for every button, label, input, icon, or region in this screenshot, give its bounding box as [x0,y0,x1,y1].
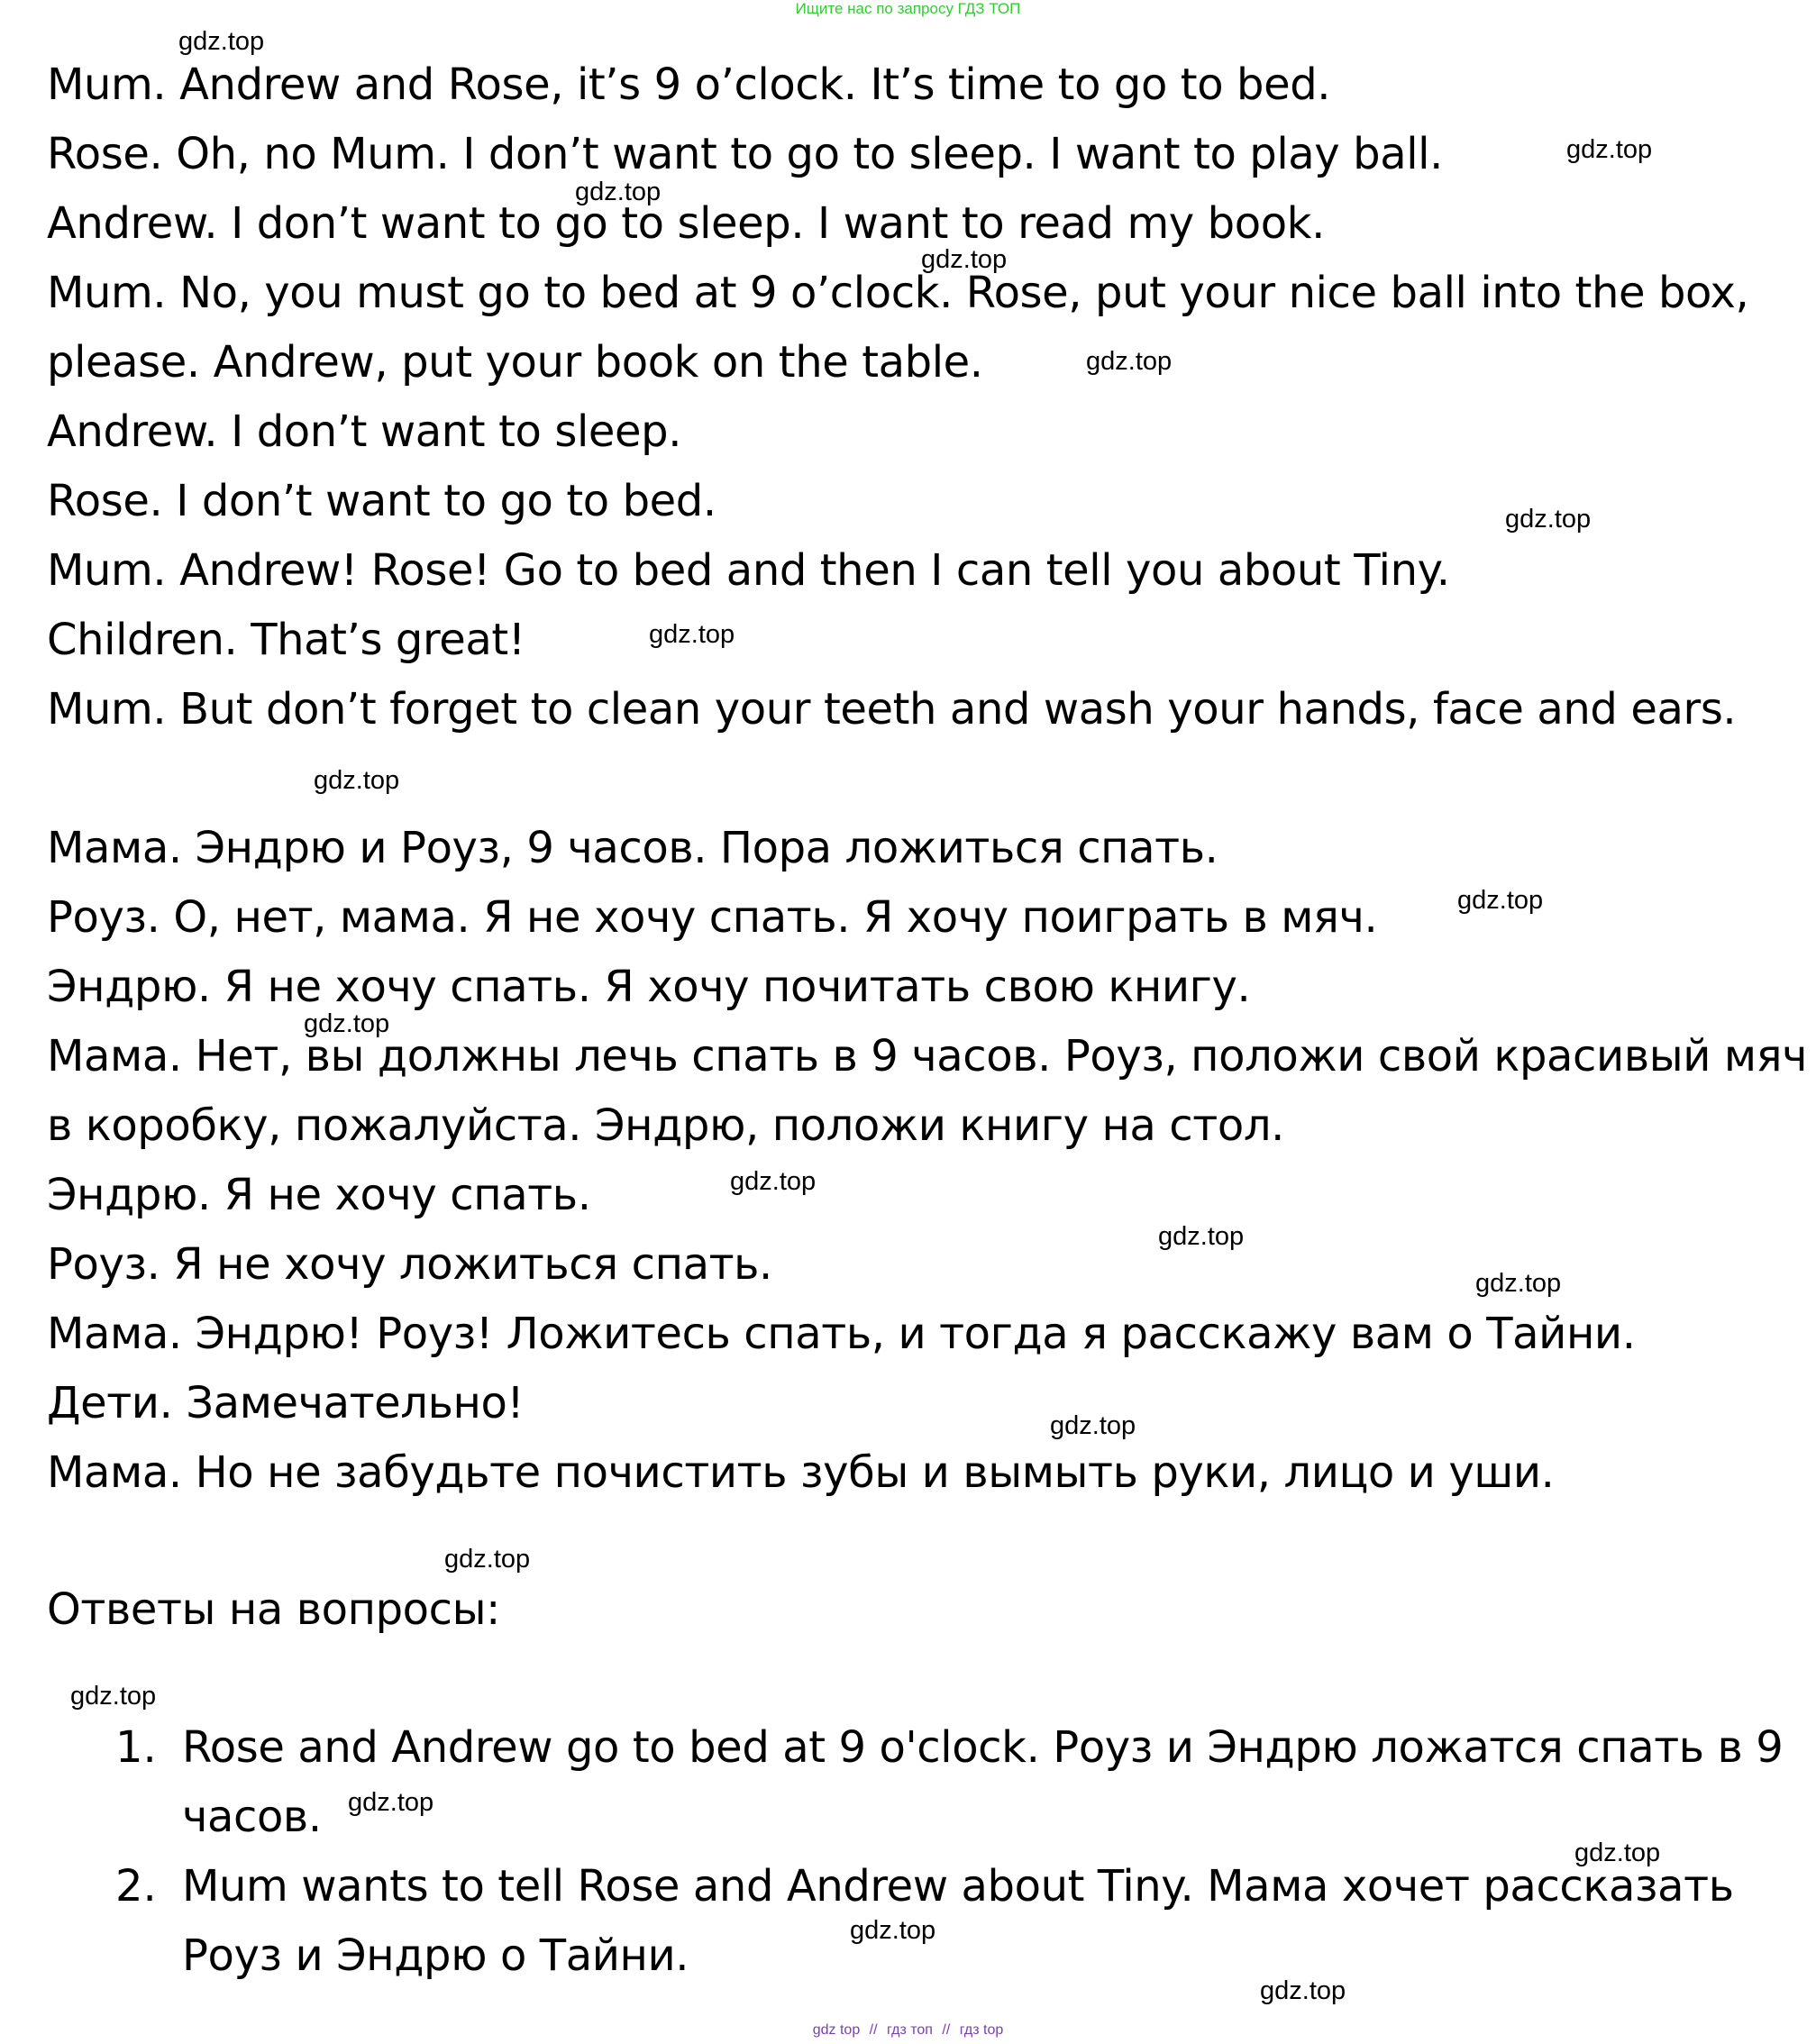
answer-text: Mum wants to tell Rose and Andrew about Tiny. Мама хочет рассказать [182,1861,1734,1912]
watermark: gdz.top [1050,1411,1136,1440]
english-line: Mum. Andrew! Rose! Go to bed and then I can tell you about Tiny. [47,545,1450,596]
english-line: please. Andrew, put your book on the table. [47,337,983,388]
watermark: gdz.top [1457,886,1544,915]
answer-text: часов. [182,1792,322,1842]
watermark: gdz.top [304,1009,390,1038]
english-line: Andrew. I don’t want to sleep. [47,406,682,457]
russian-line: Мама. Нет, вы должны лечь спать в 9 часов. Роуз, положи свой красивый мяч [47,1031,1808,1081]
russian-line: Дети. Замечательно! [47,1378,525,1428]
watermark: gdz.top [1574,1839,1661,1867]
russian-line: в коробку, пожалуйста. Эндрю, положи книгу на стол. [47,1100,1284,1151]
footer-separator: // [869,2022,878,2038]
russian-line: Мама. Эндрю и Роуз, 9 часов. Пора ложиться спать. [47,823,1218,873]
english-line: Rose. Oh, no Mum. I don’t want to go to sleep. I want to play ball. [47,129,1443,179]
answer-number: 1. [115,1722,157,1773]
watermark: gdz.top [850,1916,936,1945]
footer-link[interactable]: гдз топ [887,2022,933,2038]
english-line: Rose. I don’t want to go to bed. [47,476,716,526]
russian-line: Роуз. Я не хочу ложиться спать. [47,1239,772,1290]
answer-text: Роуз и Эндрю о Тайни. [182,1930,689,1981]
footer-link[interactable]: gdz top [812,2022,861,2038]
watermark: gdz.top [1086,347,1173,376]
watermark: gdz.top [444,1545,531,1574]
watermark: gdz.top [575,178,662,206]
footer-links [0,2022,1816,2039]
english-line: Mum. No, you must go to bed at 9 o’clock. Rose, put your nice ball into the box, [47,268,1749,318]
answers-heading: Ответы на вопросы: [47,1584,500,1635]
english-line: Andrew. I don’t want to go to sleep. I want to read my book. [47,198,1325,249]
answer-text: Rose and Andrew go to bed at 9 o'clock. Роуз и Эндрю ложатся спать в 9 [182,1722,1784,1773]
watermark: gdz.top [1566,135,1653,164]
russian-line: Мама. Но не забудьте почистить зубы и вымыть руки, лицо и уши. [47,1447,1555,1498]
russian-line: Эндрю. Я не хочу спать. Я хочу почитать свою книгу. [47,962,1251,1012]
search-banner: Ищите нас по запросу ГДЗ ТОП [795,0,1021,17]
russian-line: Мама. Эндрю! Роуз! Ложитесь спать, и тогда я расскажу вам о Тайни. [47,1309,1636,1359]
watermark: gdz.top [921,245,1008,274]
watermark: gdz.top [1158,1222,1245,1251]
watermark: gdz.top [314,766,400,795]
watermark: gdz.top [1505,505,1592,534]
footer-link[interactable]: гдз top [959,2022,1004,2038]
answer-number: 2. [115,1861,157,1912]
footer-separator: // [942,2022,951,2038]
watermark: gdz.top [70,1682,157,1711]
watermark: gdz.top [730,1167,817,1196]
watermark: gdz.top [1260,1976,1346,2005]
watermark: gdz.top [1475,1269,1562,1298]
watermark: gdz.top [178,27,265,56]
english-line: Mum. But don’t forget to clean your teeth and wash your hands, face and ears. [47,684,1737,735]
watermark: gdz.top [348,1788,434,1817]
russian-line: Эндрю. Я не хочу спать. [47,1170,591,1220]
english-line: Children. That’s great! [47,615,525,665]
english-line: Mum. Andrew and Rose, it’s 9 o’clock. It’s time to go to bed. [47,59,1331,110]
watermark: gdz.top [649,620,735,649]
russian-line: Роуз. О, нет, мама. Я не хочу спать. Я хочу поиграть в мяч. [47,892,1378,943]
